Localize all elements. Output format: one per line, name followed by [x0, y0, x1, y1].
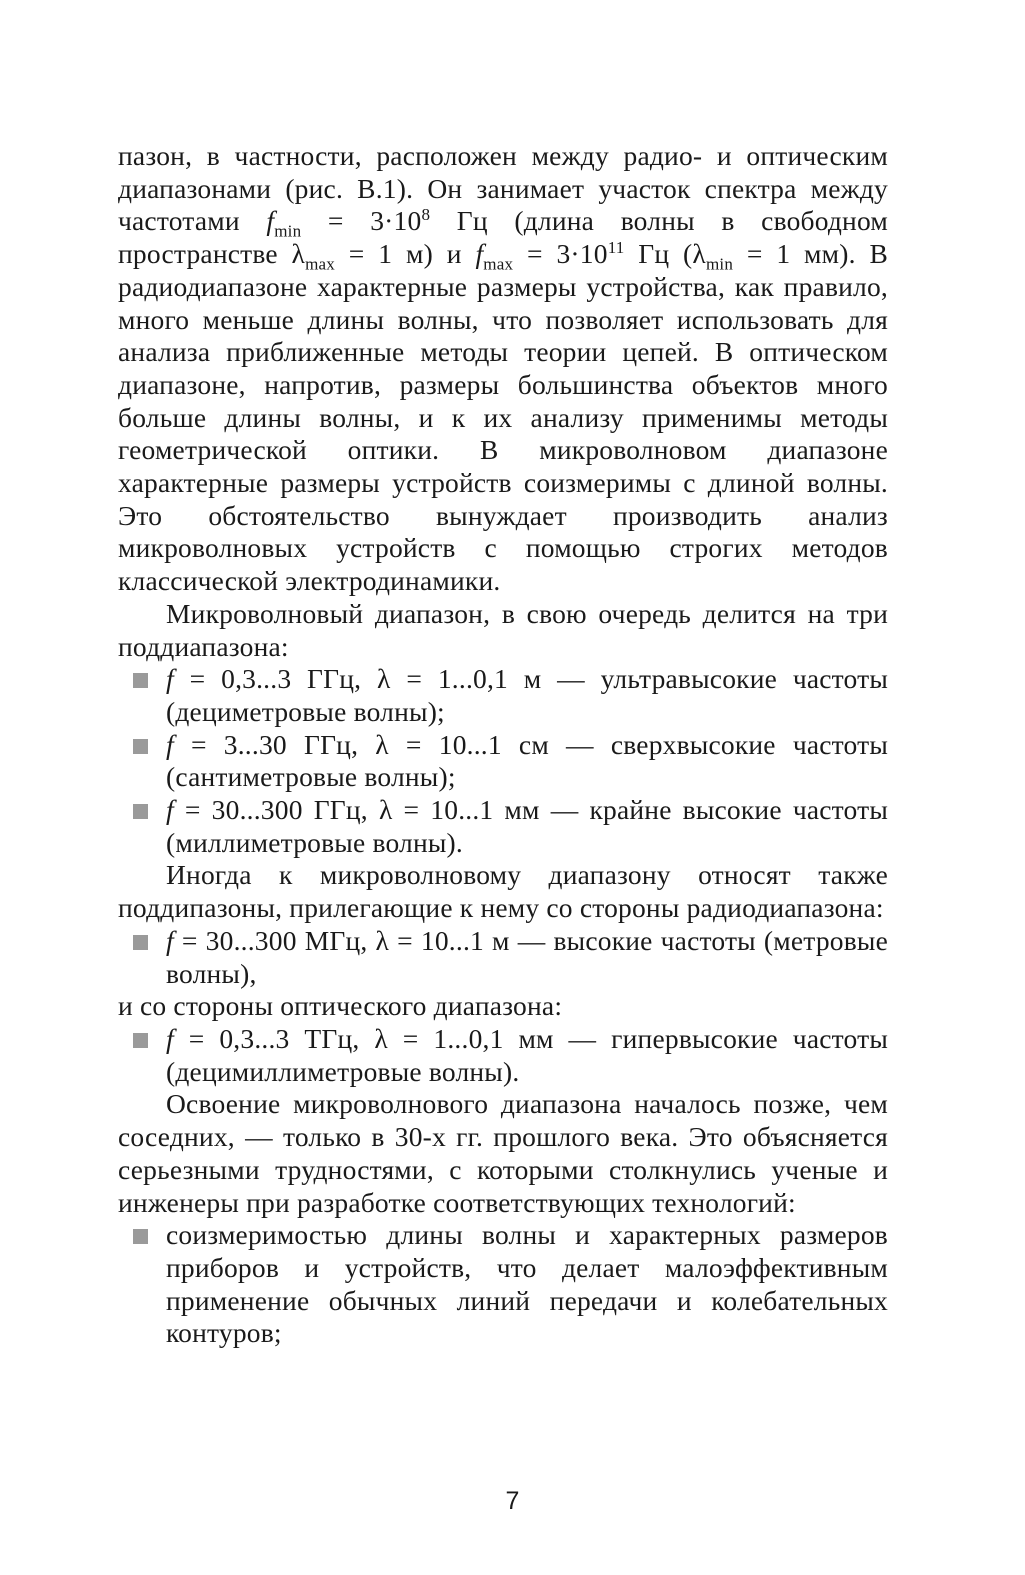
paragraph-adjacent-radio: Иногда к микроволновому диапазону относят также поддипазоны, прилегающие к нему со стороны радиодиапазона:: [118, 859, 888, 924]
difficulties-list: [118, 1219, 888, 1350]
list-item: f = 30...300 ГГц, λ = 10...1 мм — крайне высокие частоты (миллиметровые волны).: [118, 794, 888, 859]
list-item: f = 3...30 ГГц, λ = 10...1 см — сверхвысокие частоты (сантиметровые волны);: [118, 729, 888, 794]
square-bullet-icon: [133, 673, 148, 688]
subbands-list: [118, 663, 888, 859]
paragraph-frequency-range: пазон, в частности, расположен между радио- и оптическим диапазонами (рис. В.1). Он занимает участок спектра между частотами $f_{min} = 3\cdot 10^8$ Гц (длина волны в свободном пространстве $\lambda_{max} = 1$ м) и $f_{max} = 3\cdot 10^{11}$ Гц ($\lambda_{min} = 1$ мм). В радиодиапазоне характерные размеры устройства, как правило, много меньше длины волны, что позволяет использовать для анализа приближенные методы теории цепей. В оптическом диапазоне, напротив, размеры большинства объектов много больше длины волны, и к их анализу применимы методы геометрической оптики. В микроволновом диапазоне характерные размеры устройств соизмеримы с длиной волны. Это обстоятельство вынуждает производить анализ микроволновых устройств с помощью строгих методов классической электродинамики.: [118, 140, 889, 597]
page-body: [118, 140, 888, 1350]
list-item: соизмеримостью длины волны и характерных размеров приборов и устройств, что делает малоэффективным применение обычных линий передачи и колебательных контуров;: [118, 1219, 888, 1350]
page-number: 7: [505, 1487, 520, 1515]
square-bullet-icon: [133, 935, 148, 950]
list-item: f = 0,3...3 ГГц, λ = 1...0,1 м — ультравысокие частоты (дециметровые волны);: [118, 663, 888, 728]
radio-side-list: [118, 925, 888, 990]
square-bullet-icon: [133, 739, 148, 754]
square-bullet-icon: [133, 1229, 148, 1244]
paragraph-adjacent-optical: и со стороны оптического диапазона:: [118, 990, 563, 1022]
square-bullet-icon: [133, 1033, 148, 1048]
paragraph-subbands-intro: Микроволновый диапазон, в свою очередь делится на три поддиапазона:: [118, 597, 888, 662]
square-bullet-icon: [133, 804, 148, 819]
list-item: f = 30...300 МГц, λ = 10...1 м — высокие частоты (метровые волны),: [118, 925, 888, 990]
list-item: f = 0,3...3 ТГц, λ = 1...0,1 мм — гипервысокие частоты (децимиллиметровые волны).: [118, 1023, 888, 1088]
optical-side-list: [118, 1023, 888, 1088]
paragraph-history: Освоение микроволнового диапазона началось позже, чем соседних, — только в 30-х гг. прошлого века. Это объясняется серьезными трудностями, с которыми столкнулись ученые и инженеры при разработке соответствующих технологий:: [118, 1088, 888, 1218]
